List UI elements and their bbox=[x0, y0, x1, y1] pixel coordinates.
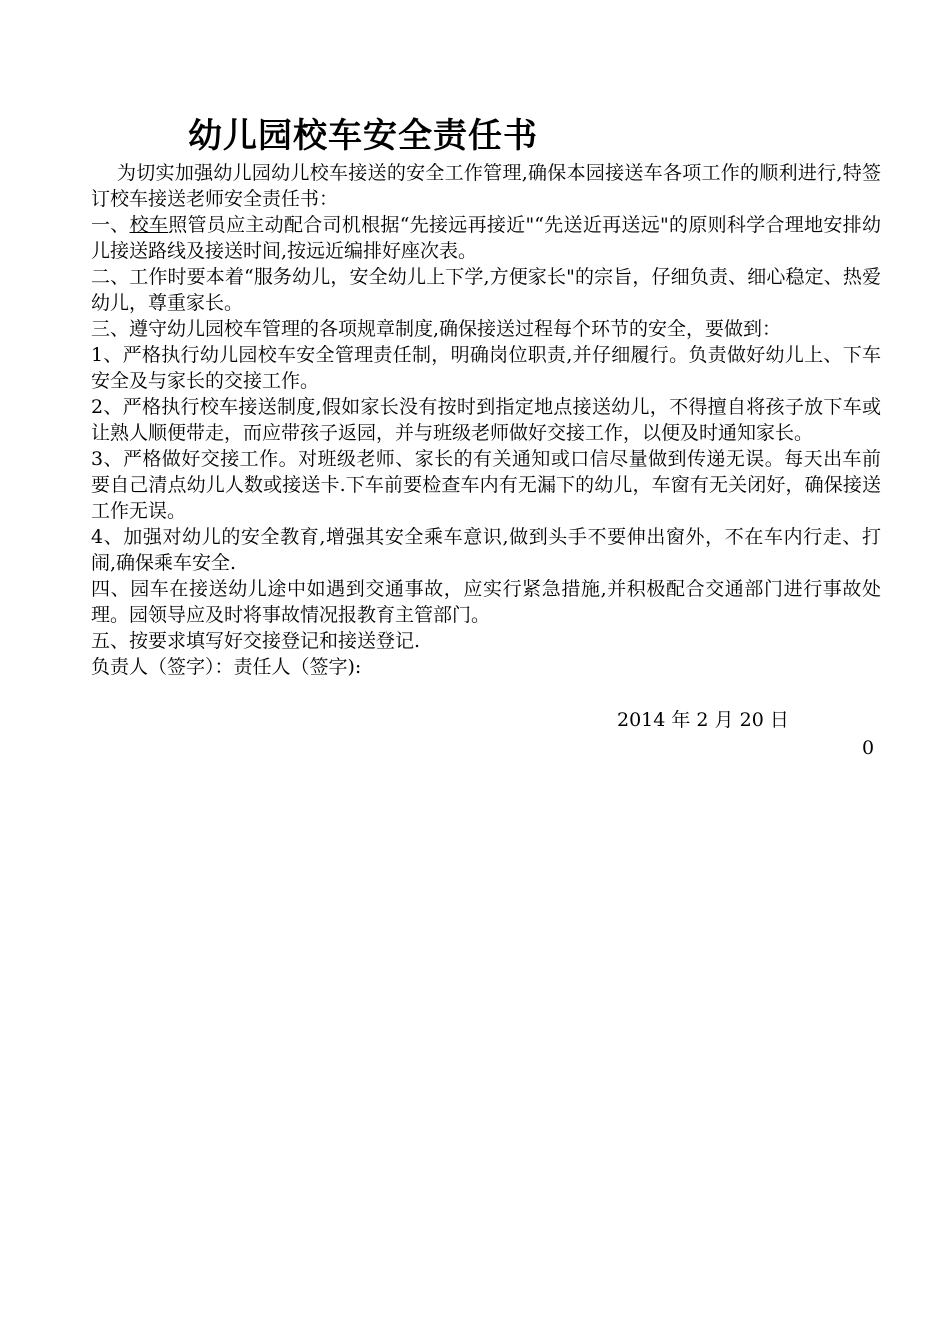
document-title: 幼儿园校车安全责任书 bbox=[188, 116, 538, 156]
item-1-paragraph bbox=[91, 212, 881, 264]
sub-item-4-paragraph: 4、加强对幼儿的安全教育,增强其安全乘车意识,做到头手不要伸出窗外，不在车内行走、打闹,确保乘车安全. bbox=[91, 526, 881, 574]
intro-paragraph: 为切实加强幼儿园幼儿校车接送的安全工作管理,确保本园接送车各项工作的顺利进行,特签订校车接送老师安全责任书： bbox=[91, 162, 881, 210]
item-5-paragraph: 五、按要求填写好交接登记和接送登记. bbox=[91, 630, 421, 652]
item-1-text: 照管员应主动配合司机根据“先接远再接近"“先送近再送远"的原则科学合理地安排幼儿接送路线及接送时间,按远近编排好座次表。 bbox=[91, 214, 881, 262]
sub-item-1-paragraph: 1、严格执行幼儿园校车安全管理责任制，明确岗位职责,并仔细履行。负责做好幼儿上、下车安全及与家长的交接工作。 bbox=[91, 344, 881, 392]
item-2-paragraph: 二、工作时要本着“服务幼儿，安全幼儿上下学,方便家长"的宗旨，仔细负责、细心稳定、热爱幼儿，尊重家长。 bbox=[91, 266, 881, 314]
document-date: 2014 年 2 月 20 日 bbox=[617, 709, 789, 731]
signature-line: 负责人（签字）：责任人（签字): bbox=[91, 656, 362, 678]
sub-item-3-paragraph: 3、严格做好交接工作。对班级老师、家长的有关通知或口信尽量做到传递无误。每天出车前要自己清点幼儿人数或接送卡.下车前要检查车内有无漏下的幼儿，车窗有无关闭好，确保接送工作无误。 bbox=[91, 448, 881, 522]
page-number: 0 bbox=[862, 737, 875, 759]
item-3-paragraph: 三、遵守幼儿园校车管理的各项规章制度,确保接送过程每个环节的安全，要做到： bbox=[91, 318, 782, 340]
item-4-paragraph: 四、园车在接送幼儿途中如遇到交通事故，应实行紧急措施,并积极配合交通部门进行事故处理。园领导应及时将事故情况报教育主管部门。 bbox=[91, 578, 881, 626]
document-body bbox=[91, 160, 881, 680]
sub-item-2-paragraph: 2、严格执行校车接送制度,假如家长没有按时到指定地点接送幼儿，不得擅自将孩子放下车或让熟人顺便带走，而应带孩子返园，并与班级老师做好交接工作，以便及时通知家长。 bbox=[91, 396, 881, 444]
item-1-prefix: 一、 bbox=[91, 214, 130, 236]
item-1-underlined-term: 校车 bbox=[129, 214, 169, 236]
